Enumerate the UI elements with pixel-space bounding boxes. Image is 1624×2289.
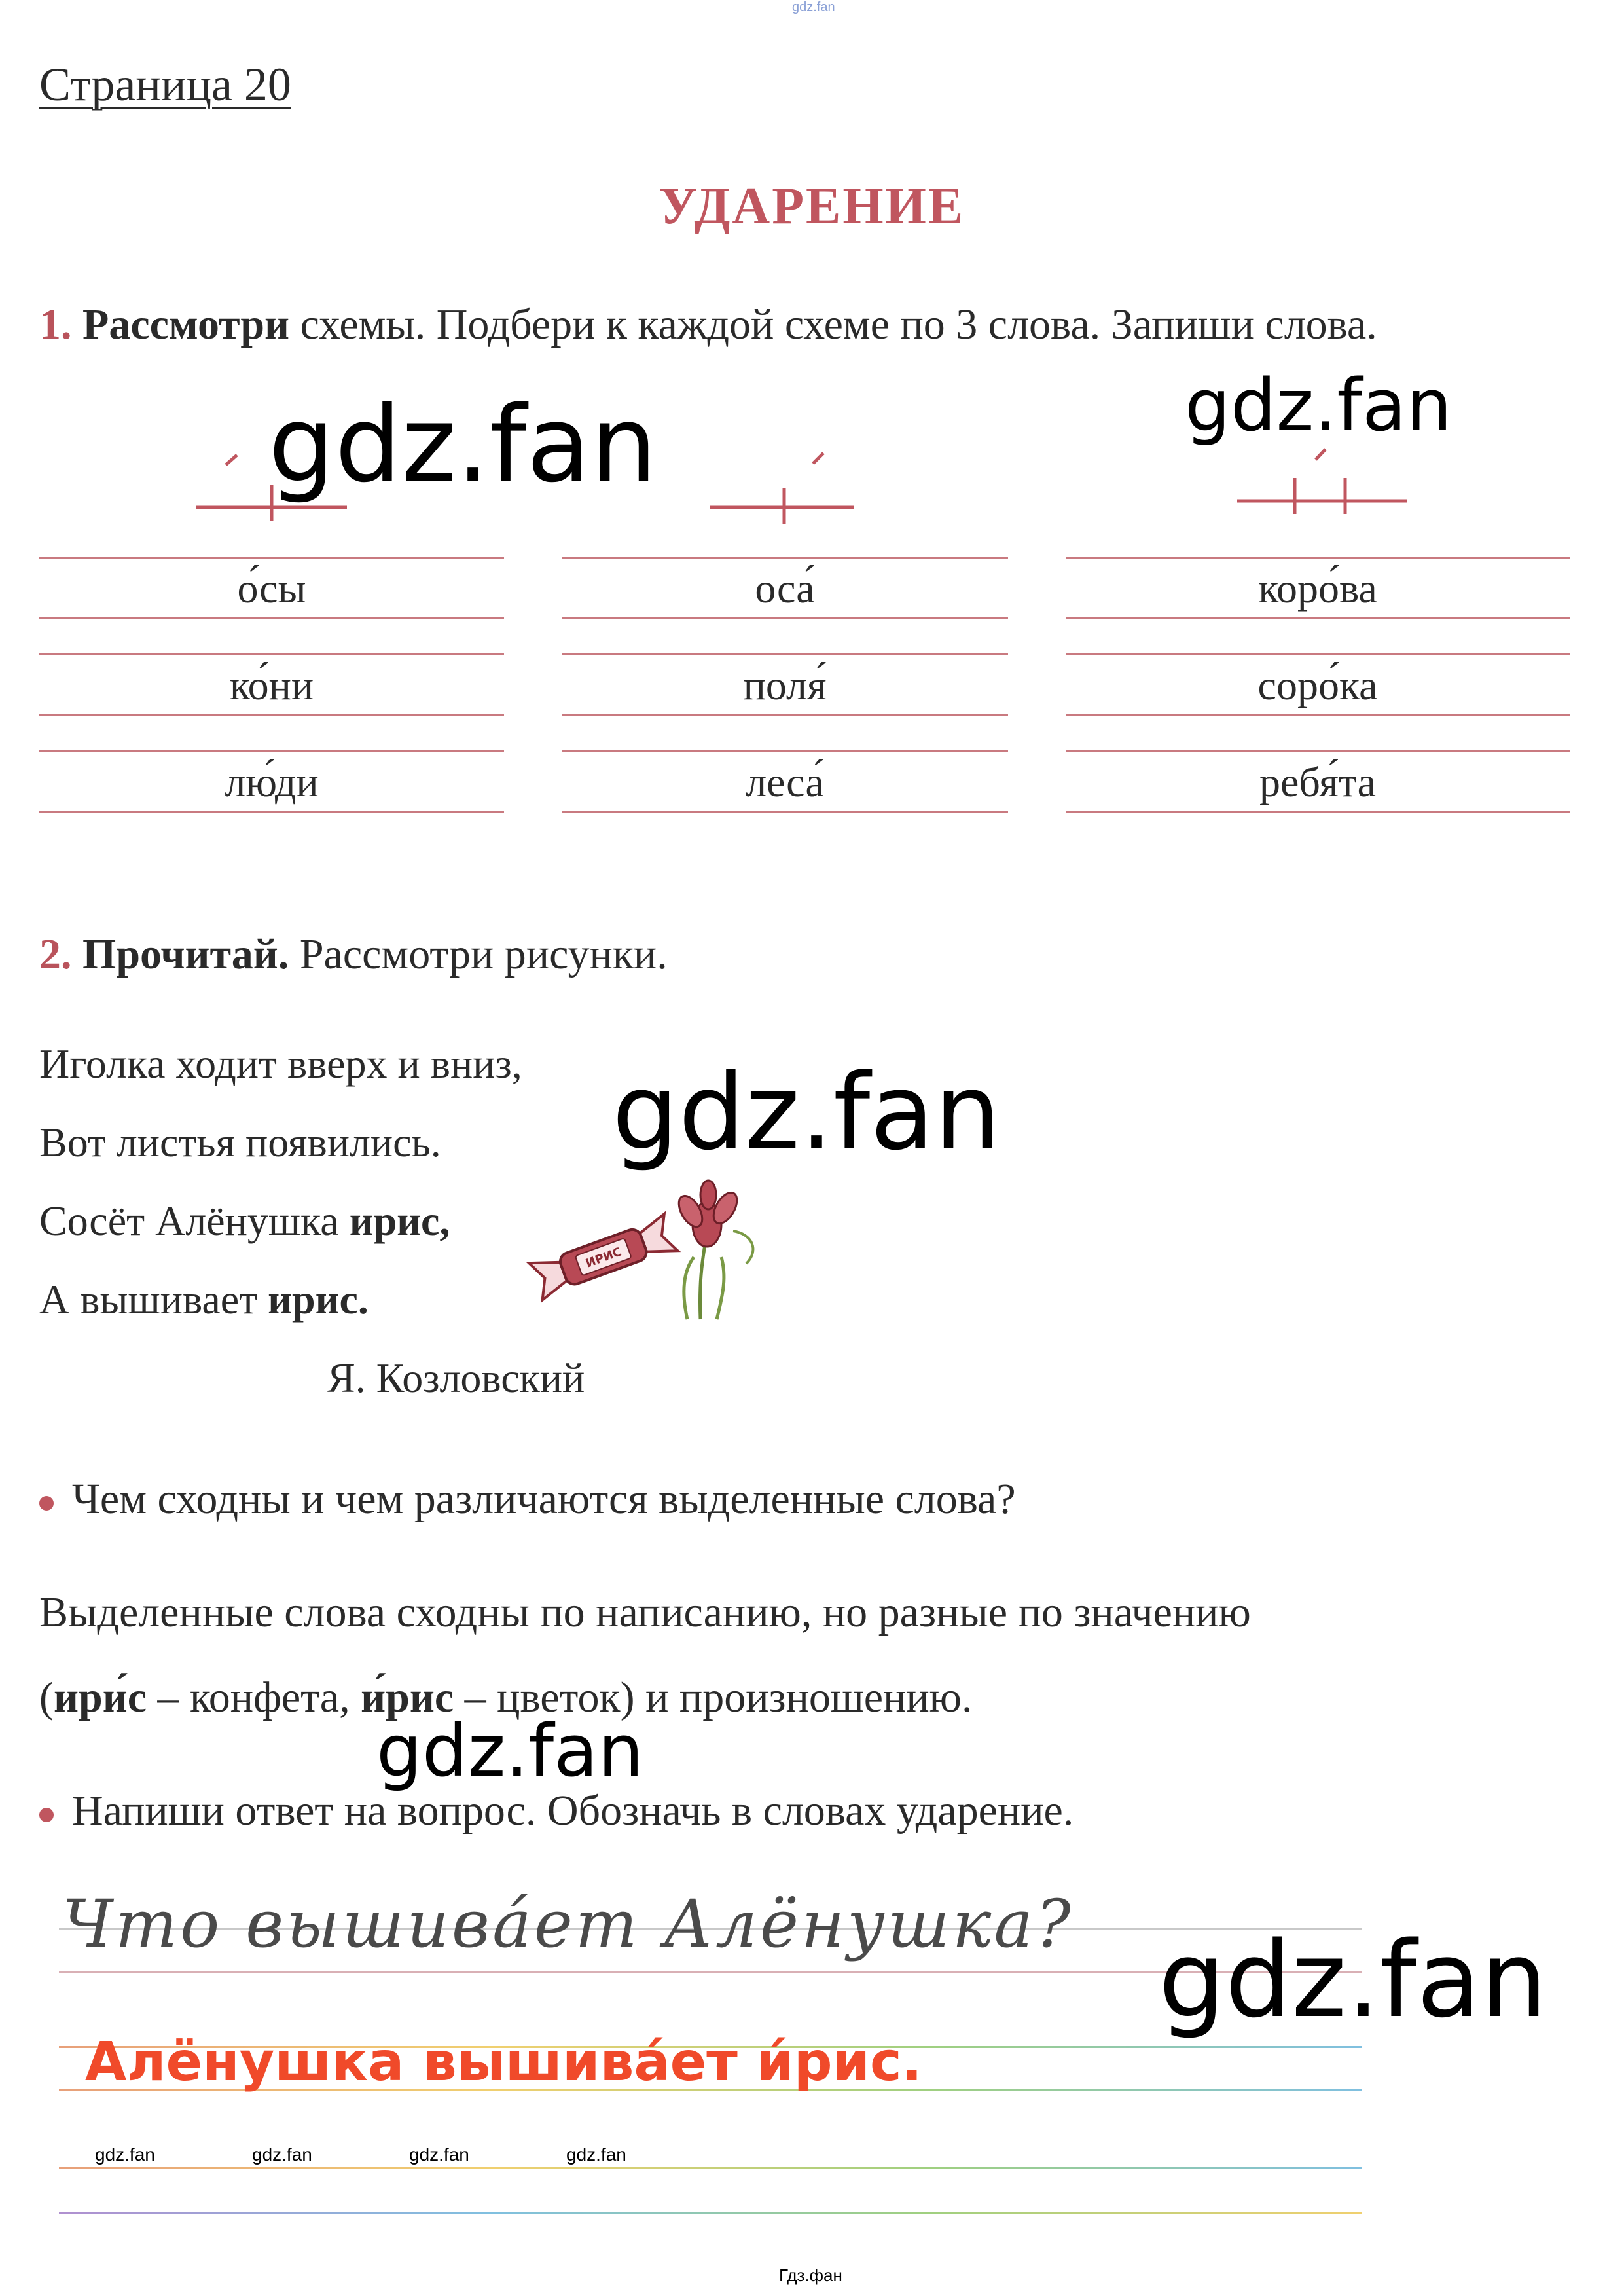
- watermark: gdz.fan: [268, 383, 657, 505]
- handwritten-answer: Алёнушка вышива́ет и́рис.: [85, 2031, 922, 2093]
- word-line: [39, 750, 504, 813]
- question-2: Напиши ответ на вопрос. Обозначь в словах ударение.: [39, 1786, 1074, 1836]
- question-1: Чем сходны и чем различаются выделенные слова?: [39, 1474, 1016, 1524]
- scheme-3-icon: [1234, 445, 1411, 530]
- poem-line: Сосёт Алёнушка ирис,: [39, 1198, 450, 1244]
- scheme-2-icon: [707, 445, 871, 530]
- word-line: [1066, 750, 1570, 813]
- word: коро́ва: [1258, 565, 1377, 612]
- task2-number: 2.: [39, 930, 72, 978]
- word-line: [562, 557, 1008, 619]
- word-line: [39, 653, 504, 716]
- task2-text: Рассмотри рисунки.: [289, 930, 668, 978]
- small-watermark: gdz.fan: [252, 2144, 312, 2165]
- word: соро́ка: [1257, 662, 1378, 708]
- word: леса́: [746, 759, 824, 805]
- page-label: Страница 20: [39, 58, 291, 111]
- poem-line: Вот листья появились.: [39, 1119, 441, 1165]
- writing-line: [59, 2167, 1362, 2169]
- word: о́сы: [237, 565, 306, 612]
- word: ребя́та: [1259, 759, 1376, 805]
- bullet-icon: [39, 1496, 54, 1511]
- highlight-word: ирис,: [349, 1198, 450, 1244]
- highlight-word: и́рис: [361, 1674, 454, 1721]
- task1-text: схемы. Подбери к каждой схеме по 3 слова. Запиши слова.: [289, 301, 1377, 348]
- poem-line: А вышивает ирис.: [39, 1276, 369, 1323]
- section-title: УДАРЕНИЕ: [659, 177, 965, 235]
- iris-flower-icon: [661, 1172, 772, 1323]
- footer-watermark: Гдз.фан: [779, 2265, 842, 2285]
- bullet-icon: [39, 1808, 54, 1822]
- highlight-word: ирис.: [268, 1276, 369, 1323]
- small-watermark: gdz.fan: [566, 2144, 626, 2165]
- word: поля́: [743, 662, 827, 708]
- word-line: [1066, 557, 1570, 619]
- watermark: gdz.fan: [1159, 1918, 1547, 2041]
- poem-line: Иголка ходит вверх и вниз,: [39, 1040, 522, 1087]
- task1-bold-word: Рассмотри: [82, 301, 290, 348]
- answer-line-1: Выделенные слова сходны по написанию, но разные по значению: [39, 1588, 1251, 1636]
- poem-author: Я. Козловский: [327, 1355, 585, 1401]
- candy-icon: [524, 1198, 681, 1309]
- top-watermark: gdz.fan: [792, 0, 835, 14]
- word: лю́ди: [225, 759, 319, 805]
- task2-bold-word: Прочитай.: [82, 930, 289, 978]
- small-watermark: gdz.fan: [409, 2144, 469, 2165]
- small-watermark: gdz.fan: [95, 2144, 155, 2165]
- watermark: gdz.fan: [376, 1709, 644, 1793]
- word-line: [562, 750, 1008, 813]
- word-line: [39, 557, 504, 619]
- answer-line-2: (ири́с – конфета, и́рис – цветок) и произношению.: [39, 1674, 973, 1721]
- task1-instruction: [39, 300, 1377, 350]
- candy-label: ИРИС: [584, 1245, 624, 1271]
- task1-number: 1.: [39, 301, 72, 348]
- word-line: [562, 653, 1008, 716]
- watermark: gdz.fan: [1185, 363, 1453, 447]
- handwritten-question: Что вышива́ет Алёнушка?: [62, 1886, 1074, 1962]
- highlight-word: ири́с: [53, 1674, 147, 1721]
- word: ко́ни: [229, 662, 314, 708]
- writing-line: [59, 2212, 1362, 2214]
- word-line: [1066, 653, 1570, 716]
- task2-instruction: [39, 930, 668, 980]
- watermark: gdz.fan: [612, 1051, 1001, 1173]
- word: оса́: [755, 565, 815, 612]
